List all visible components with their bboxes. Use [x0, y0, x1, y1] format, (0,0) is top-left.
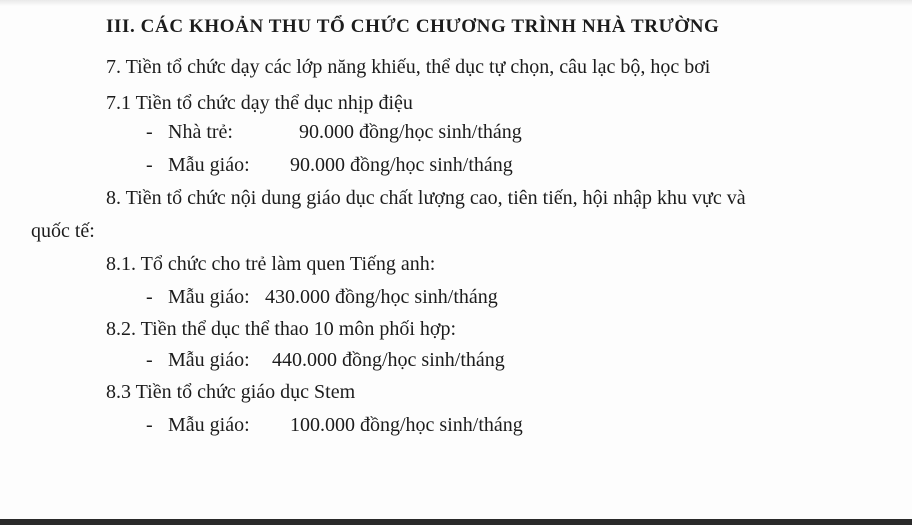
item-8-3-title: 8.3 Tiền tổ chức giáo dục Stem: [106, 381, 356, 403]
row-price: 440.000 đồng/học sinh/tháng: [272, 349, 505, 371]
bullet-dash: -: [146, 154, 153, 176]
row-label: Mẫu giáo:: [168, 154, 250, 176]
item-7-text: 7. Tiền tổ chức dạy các lớp năng khiếu, thể dục tự chọn, câu lạc bộ, học bơi: [106, 56, 711, 78]
bullet-dash: -: [146, 349, 153, 371]
row-price: 100.000 đồng/học sinh/tháng: [290, 414, 523, 436]
section-heading: III. CÁC KHOẢN THU TỔ CHỨC CHƯƠNG TRÌNH NHÀ TRƯỜNG: [106, 16, 720, 37]
row-label: Nhà trẻ:: [168, 121, 233, 143]
item-8-1-title: 8.1. Tổ chức cho trẻ làm quen Tiếng anh:: [106, 253, 436, 275]
row-price: 90.000 đồng/học sinh/tháng: [299, 121, 522, 143]
row-price: 430.000 đồng/học sinh/tháng: [265, 286, 498, 308]
bullet-dash: -: [146, 121, 153, 143]
price-row-stem: [146, 413, 523, 437]
row-label: Mẫu giáo:: [168, 286, 250, 308]
bottom-border: [0, 519, 912, 525]
item-8-text-line1: 8. Tiền tổ chức nội dung giáo dục chất lượng cao, tiên tiến, hội nhập khu vực và: [106, 187, 746, 209]
price-row-tieng-anh: [146, 285, 498, 309]
item-8-text-line2: quốc tế:: [31, 220, 95, 242]
row-price: 90.000 đồng/học sinh/tháng: [290, 154, 513, 176]
item-8-2-title: 8.2. Tiền thể dục thể thao 10 môn phối hợp:: [106, 318, 457, 340]
item-7-1-title: 7.1 Tiền tổ chức dạy thể dục nhịp điệu: [106, 92, 413, 114]
bullet-dash: -: [146, 414, 153, 436]
row-label: Mẫu giáo:: [168, 349, 250, 371]
bullet-dash: -: [146, 286, 153, 308]
price-row-nha-tre: [146, 120, 522, 144]
page-top-edge: [0, 0, 912, 6]
price-row-mau-giao: [146, 153, 513, 177]
price-row-the-thao: [146, 348, 505, 372]
row-label: Mẫu giáo:: [168, 414, 250, 436]
